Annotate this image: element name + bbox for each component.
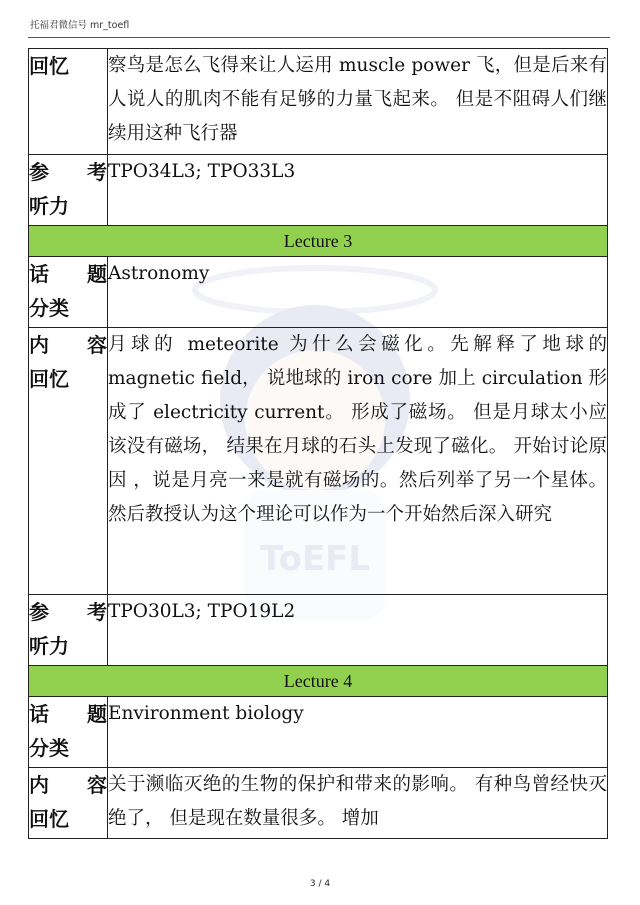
row-content: 察鸟是怎么飞得来让人运用 muscle power 飞，但是后来有人说人的肌肉不能有足够的力量飞起来。 但是不阻碍人们继续用这种飞行器 [108,49,608,155]
label-char: 话 [29,702,49,726]
row-label [29,595,108,666]
label-char: 考 [87,160,107,184]
row-content: 关于濒临灭绝的生物的保护和带来的影响。 有种鸟曾经快灭绝了， 但是现在数量很多。 增加 [108,768,608,839]
label-text: 分类 [29,736,69,760]
label-text: 分类 [29,296,69,320]
label-char: 考 [87,600,107,624]
table-row [29,697,608,768]
label-char: 内 [29,773,49,797]
row-content: Astronomy [108,257,608,328]
row-label [29,257,108,328]
row-label [29,697,108,768]
label-char: 容 [87,333,107,357]
row-label [29,49,108,155]
label-char: 内 [29,333,49,357]
page-header: 托福君微信号 mr_toefl [30,20,130,31]
label-char: 参 [29,160,49,184]
header-divider [28,37,610,38]
row-content: TPO34L3; TPO33L3 [108,155,608,226]
row-label [29,768,108,839]
lecture-table [28,48,608,839]
table-row [29,49,608,155]
label-char: 容 [87,773,107,797]
row-content: TPO30L3; TPO19L2 [108,595,608,666]
table-row [29,155,608,226]
label-char: 话 [29,262,49,286]
page-number: 3 / 4 [309,879,331,889]
row-content: Environment biology [108,697,608,768]
label-char: 题 [87,702,107,726]
table-row [29,768,608,839]
label-char: 参 [29,600,49,624]
table-row [29,328,608,595]
row-content: 月球的 meteorite 为什么会磁化。先解释了地球的 magnetic field， 说地球的 iron core 加上 circulation 形成了 electricity current。 形成了磁场。 但是月球太小应该没有磁场， 结果在月球的石头上发现了磁化。 开始讨论原因 ，说是月亮一来是就有磁场的。然后列举了另一个星体。然后教授认为这个理论可以作为一个开始然后深入研究 [108,328,608,595]
table-row [29,257,608,328]
lecture-header-row [29,666,608,697]
lecture-title: Lecture 4 [29,666,608,697]
row-label [29,155,108,226]
table-row [29,595,608,666]
label-text: 听力 [29,194,69,218]
lecture-header-row [29,226,608,257]
label-char: 题 [87,262,107,286]
label-text: 回忆 [29,807,69,831]
lecture-title: Lecture 3 [29,226,608,257]
row-label [29,328,108,595]
label-text: 听力 [29,634,69,658]
label-text: 回忆 [29,367,69,391]
watermark-text: ToEFL [259,539,371,579]
label-text: 回忆 [29,54,69,78]
